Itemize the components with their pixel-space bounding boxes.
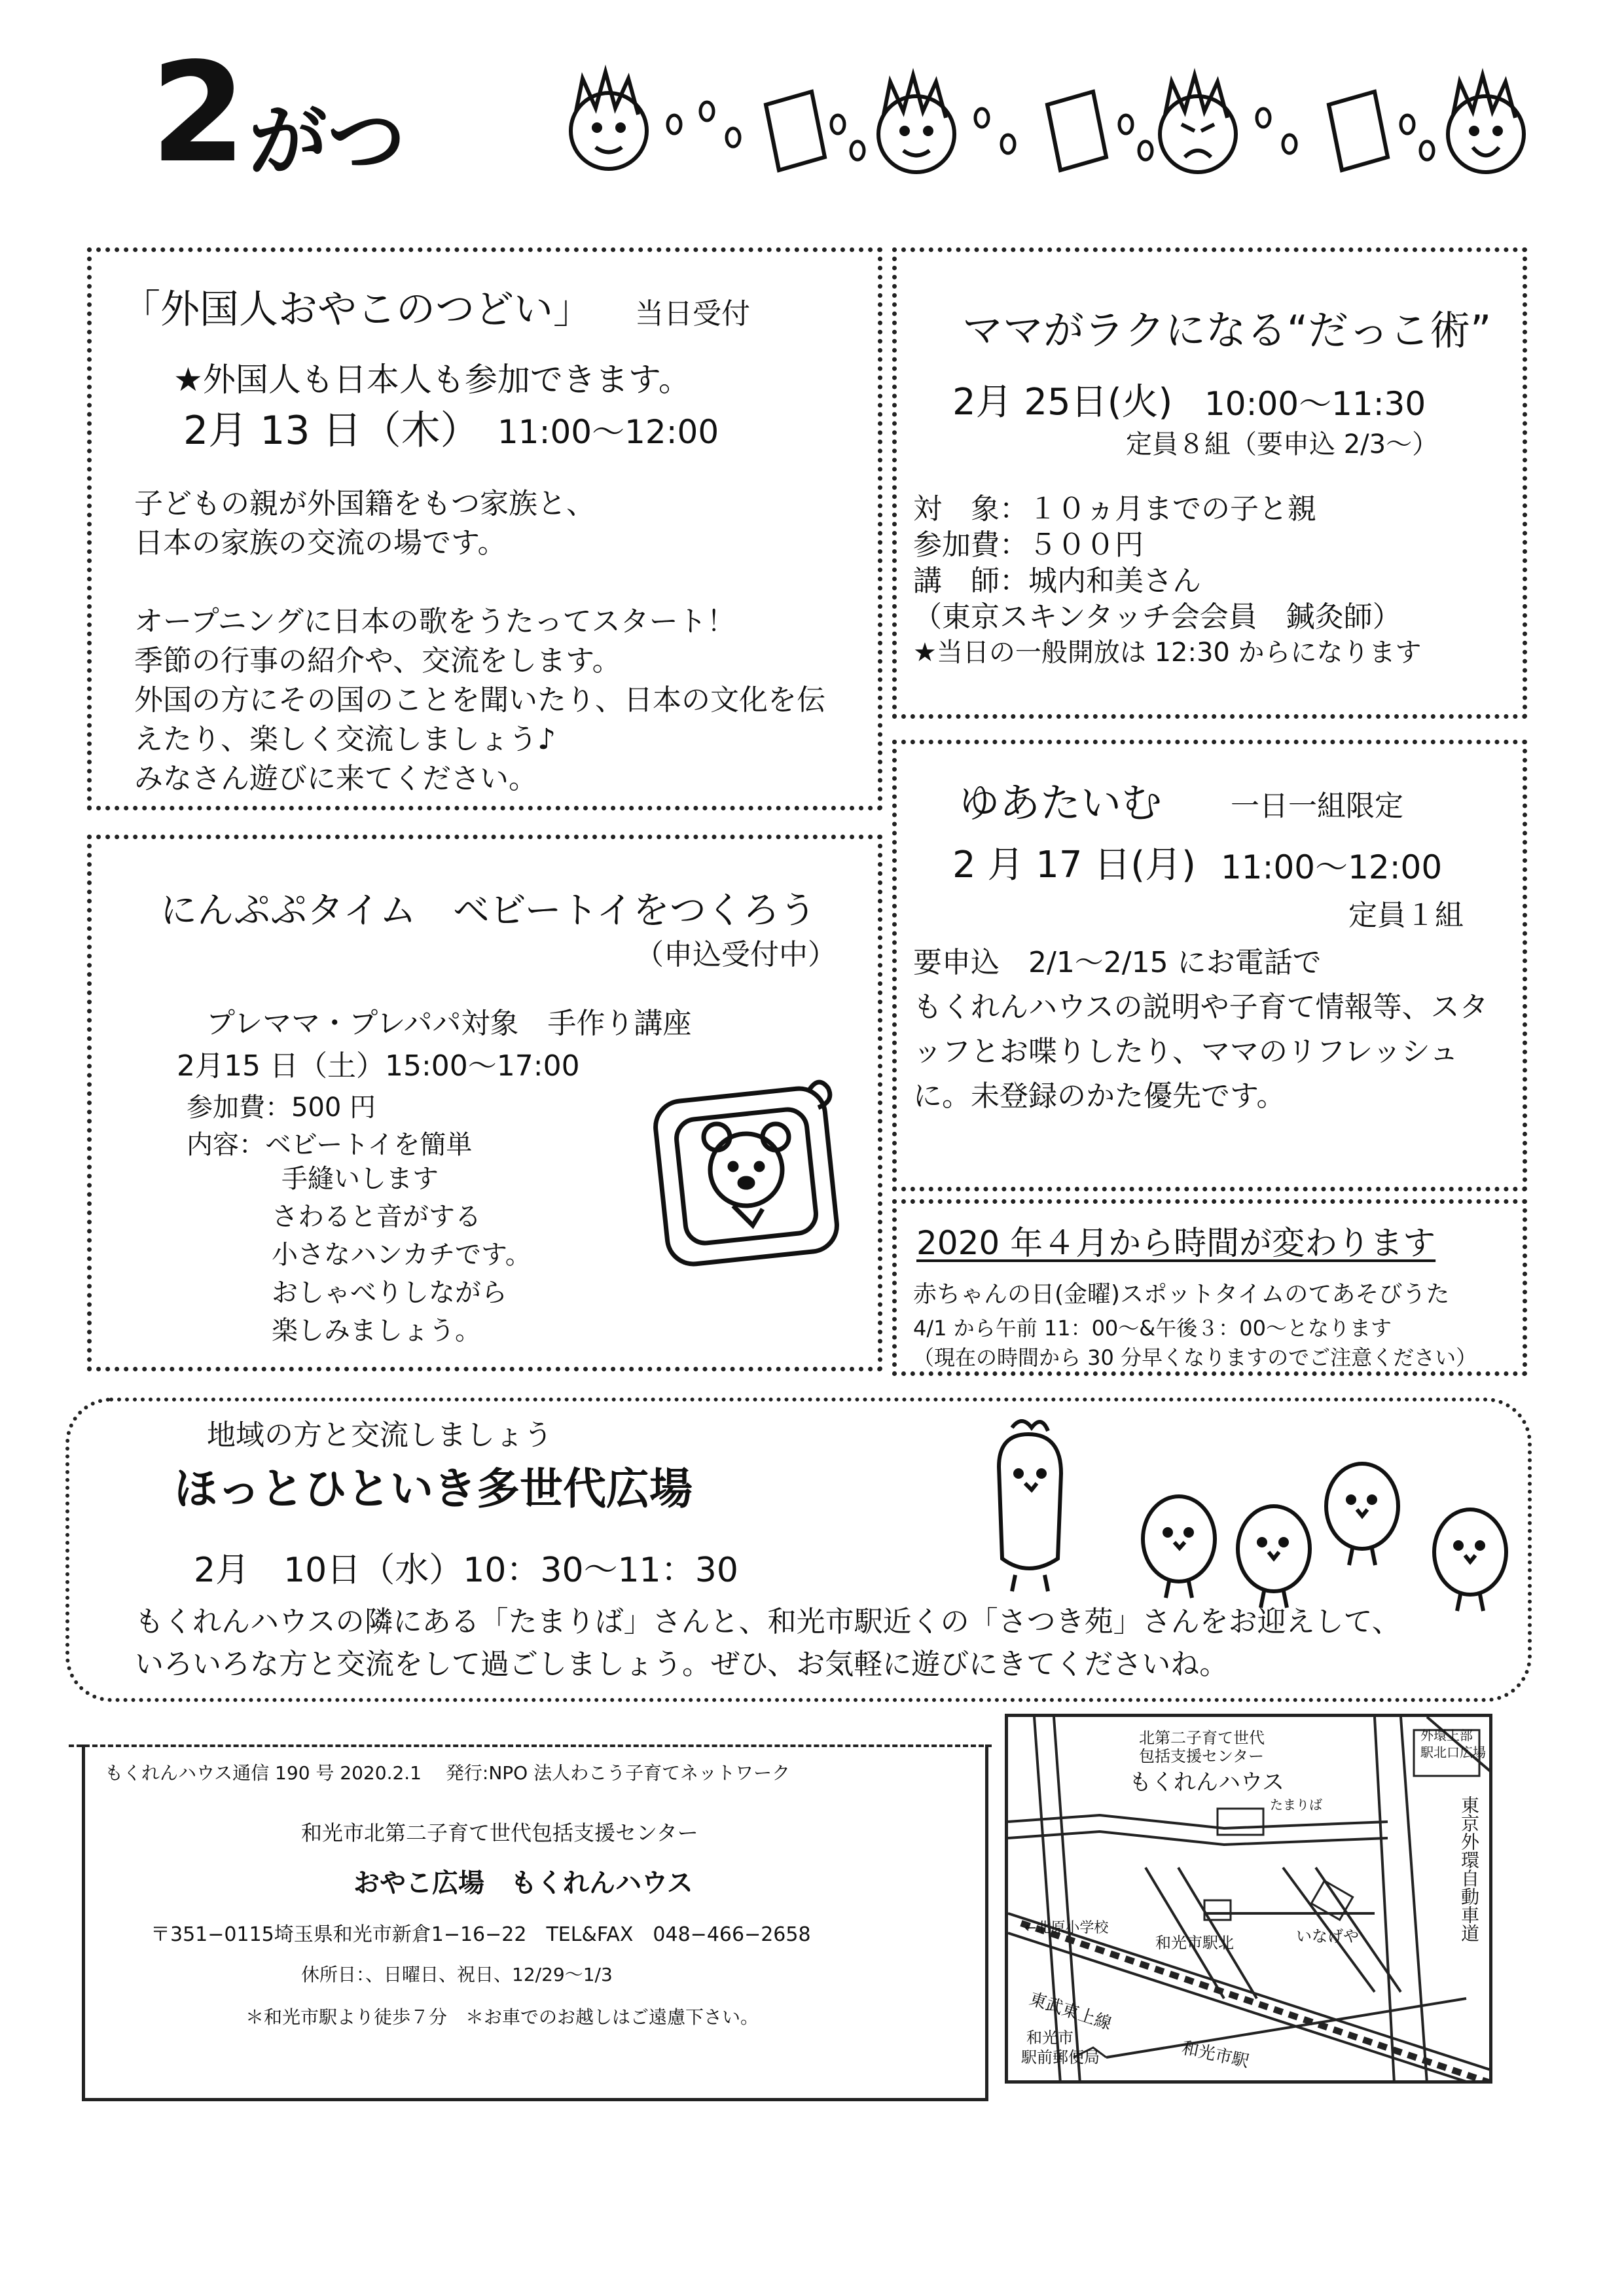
map-post-office-label: 和光市 <box>1026 2029 1074 2047</box>
map-gaikan-label: 外環上部 <box>1420 1727 1473 1743</box>
dakko-event-capacity: 定員８組（要申込 2/3〜） <box>1126 429 1439 460</box>
dakko-event-title: ママがラクになる“だっこ術” <box>962 306 1492 354</box>
foreigner-event-note: 当日受付 <box>635 297 750 331</box>
footer-center: 和光市北第二子育て世代包括支援センター <box>301 1820 698 1845</box>
body-line: に。未登録のかた優先です。 <box>913 1079 1286 1113</box>
notice-title: 2020 年４月から時間が変わります <box>916 1224 1436 1262</box>
ninpu-event-content <box>272 1160 532 1350</box>
map-inageya-label: いなげや <box>1296 1927 1359 1945</box>
foreigner-event-box <box>87 247 882 810</box>
yuatime-event-capacity: 定員１組 <box>1348 899 1464 932</box>
yuatime-event-date: 2 月 17 日(月) <box>952 844 1196 886</box>
footer-info-box <box>82 1744 988 2101</box>
body-line: ッフとお喋りしたり、ママのリフレッシュ <box>913 1035 1458 1068</box>
page-header <box>151 33 1525 193</box>
yuatime-event-box <box>892 740 1527 1191</box>
footer-access: ＊和光市駅より徒歩７分 ＊お車でのお越しはご遠慮下さい。 <box>245 2006 759 2028</box>
body-line: 参加費：５００円 <box>913 528 1144 562</box>
notice-line: 4/1 から午前 11：00〜&午後３：00〜となります <box>913 1316 1392 1341</box>
map-center-name: もくれんハウス <box>1129 1769 1284 1796</box>
oni-mame-decoration <box>550 52 1532 196</box>
header-suffix: がつ <box>249 96 406 187</box>
body-line: 季節の行事の紹介や、交流をします。 <box>134 644 621 678</box>
ninpu-event-title: にんぷぷタイム ベビートイをつくろう <box>160 890 816 932</box>
yuatime-event-body <box>913 941 1522 1119</box>
ninpu-event-subtitle: プレママ・プレパパ対象 手作り講座 <box>206 1007 692 1040</box>
content-line: 小さなハンカチです。 <box>272 1240 532 1270</box>
chick-icon <box>1434 1509 1506 1611</box>
oni-face-icon <box>1448 75 1524 172</box>
foreigner-event-date: 2月 13 日（木） <box>183 408 480 454</box>
notice-box <box>892 1199 1527 1376</box>
map-center-label: 北第二子育て世代 <box>1139 1729 1265 1747</box>
oni-face-icon <box>1160 75 1236 172</box>
ninpu-event-content-label: 内容：ベビートイを簡単 <box>187 1130 473 1160</box>
body-line: 講 師：城内和美さん <box>913 564 1201 598</box>
content-line: おしゃべりしながら <box>272 1278 507 1308</box>
body-line <box>134 563 867 602</box>
map-station-north-label: 和光市駅北 <box>1155 1934 1234 1952</box>
notice-line: （現在の時間から 30 分早くなりますのでご注意ください） <box>913 1345 1477 1370</box>
yuatime-event-time: 11:00〜12:00 <box>1221 848 1443 886</box>
content-line: 手縫いします <box>281 1164 439 1194</box>
map-kitahara-label: ←北原小学校 <box>1024 1920 1109 1936</box>
ninpu-event-date: 2月15 日（土）15:00〜17:00 <box>177 1049 580 1083</box>
multigen-event-date: 2月 10日（水）10：30〜11：30 <box>194 1551 738 1590</box>
body-line: オープニングに日本の歌をうたってスタート！ <box>134 605 736 638</box>
foreigner-event-body <box>134 484 867 799</box>
body-line: 要申込 2/1〜2/15 にお電話で <box>913 946 1322 979</box>
chick-icon <box>999 1421 1061 1591</box>
body-line: えたり、楽しく交流しましょう♪ <box>134 723 556 756</box>
map-highway-label <box>1456 1796 1480 1942</box>
yuatime-event-note: 一日一組限定 <box>1231 789 1403 823</box>
map-post-office-label: 駅前郵便局 <box>1021 2048 1100 2067</box>
chicks-illustration <box>960 1408 1536 1657</box>
multigen-event-box <box>65 1398 1532 1702</box>
content-line: 楽しみましょう。 <box>272 1316 481 1346</box>
footer-name: おやこ広場 もくれんハウス <box>353 1868 693 1898</box>
map-highway-text: 東京外環自動車道 <box>1458 1796 1480 1942</box>
body-line: 外国の方にその国のことを聞いたり、日本の文化を伝 <box>134 683 825 717</box>
map-wakoshi-station-label: 和光市駅 <box>1180 2038 1251 2072</box>
footer-top-rule <box>69 1744 992 1747</box>
chick-icon <box>1238 1506 1310 1608</box>
body-line: 子どもの親が外国籍をもつ家族と、 <box>134 487 595 520</box>
map-center-label: 包括支援センター <box>1139 1747 1265 1765</box>
chick-icon <box>1143 1496 1215 1598</box>
multigen-event-title: ほっとひといき多世代広場 <box>174 1464 693 1514</box>
multigen-event-body-line: もくれんハウスの隣にある「たまりば」さんと、和光市駅近くの「さつき苑」さんをお迎えして、 <box>135 1605 1401 1638</box>
oni-face-icon <box>571 72 647 169</box>
access-map <box>1005 1714 1492 2084</box>
map-tobu-label: 東武東上線 <box>1026 1989 1114 2034</box>
map-gaikan-label: 駅北口広場 <box>1420 1744 1486 1760</box>
chick-icon <box>1326 1464 1398 1565</box>
map-tamariba-label: たまりば <box>1270 1797 1322 1813</box>
multigen-event-lead: 地域の方と交流しましょう <box>207 1419 552 1452</box>
content-line: さわると音がする <box>272 1202 481 1232</box>
notice-line: 赤ちゃんの日(金曜)スポットタイムのてあそびうた <box>913 1281 1450 1308</box>
footer-closed: 休所日：、日曜日、祝日、12/29〜1/3 <box>301 1964 613 1985</box>
body-line: （東京スキンタッチ会会員 鍼灸師） <box>913 600 1401 634</box>
bean-box-icon <box>1329 92 1388 170</box>
yuatime-event-title: ゆあたいむ <box>959 779 1163 827</box>
multigen-event-body-line: いろいろな方と交流をして過ごしましょう。ぜひ、お気軽に遊びにきてくださいね。 <box>135 1648 1229 1681</box>
dakko-event-time: 10:00〜11:30 <box>1204 385 1426 423</box>
ninpu-event-status: （申込受付中） <box>635 938 837 971</box>
ninpu-event-box <box>87 835 882 1371</box>
dakko-event-date: 2月 25日(火) <box>952 381 1173 424</box>
foreigner-event-time: 11:00〜12:00 <box>497 413 719 451</box>
body-line: みなさん遊びに来てください。 <box>134 762 537 795</box>
body-line: もくれんハウスの説明や子育て情報等、スタ <box>913 990 1489 1024</box>
footer-address: 〒351−0115埼玉県和光市新倉1−16−22 TEL&FAX 048−466−2658 <box>151 1923 811 1946</box>
bear-handkerchief-icon <box>641 1062 857 1278</box>
dakko-event-body <box>913 491 1522 671</box>
body-line: ★当日の一般開放は 12:30 からになります <box>913 638 1422 668</box>
body-line: 日本の家族の交流の場です。 <box>134 526 507 560</box>
header-month: 2 <box>151 33 247 193</box>
footer-issue: もくれんハウス通信 190 号 2020.2.1 発行:NPO 法人わこう子育てネットワーク <box>105 1762 791 1784</box>
bean-box-icon <box>1047 92 1106 170</box>
ninpu-event-fee: 参加費：500 円 <box>187 1093 376 1123</box>
foreigner-event-lead: ★外国人も日本人も参加できます。 <box>173 361 691 399</box>
body-line: 対 象：１０ヵ月までの子と親 <box>913 492 1316 526</box>
dakko-event-box <box>892 247 1527 719</box>
oni-face-icon <box>878 75 954 172</box>
bean-box-icon <box>766 92 825 170</box>
foreigner-event-title: 「外国人おやこのつどい」 <box>121 287 592 333</box>
